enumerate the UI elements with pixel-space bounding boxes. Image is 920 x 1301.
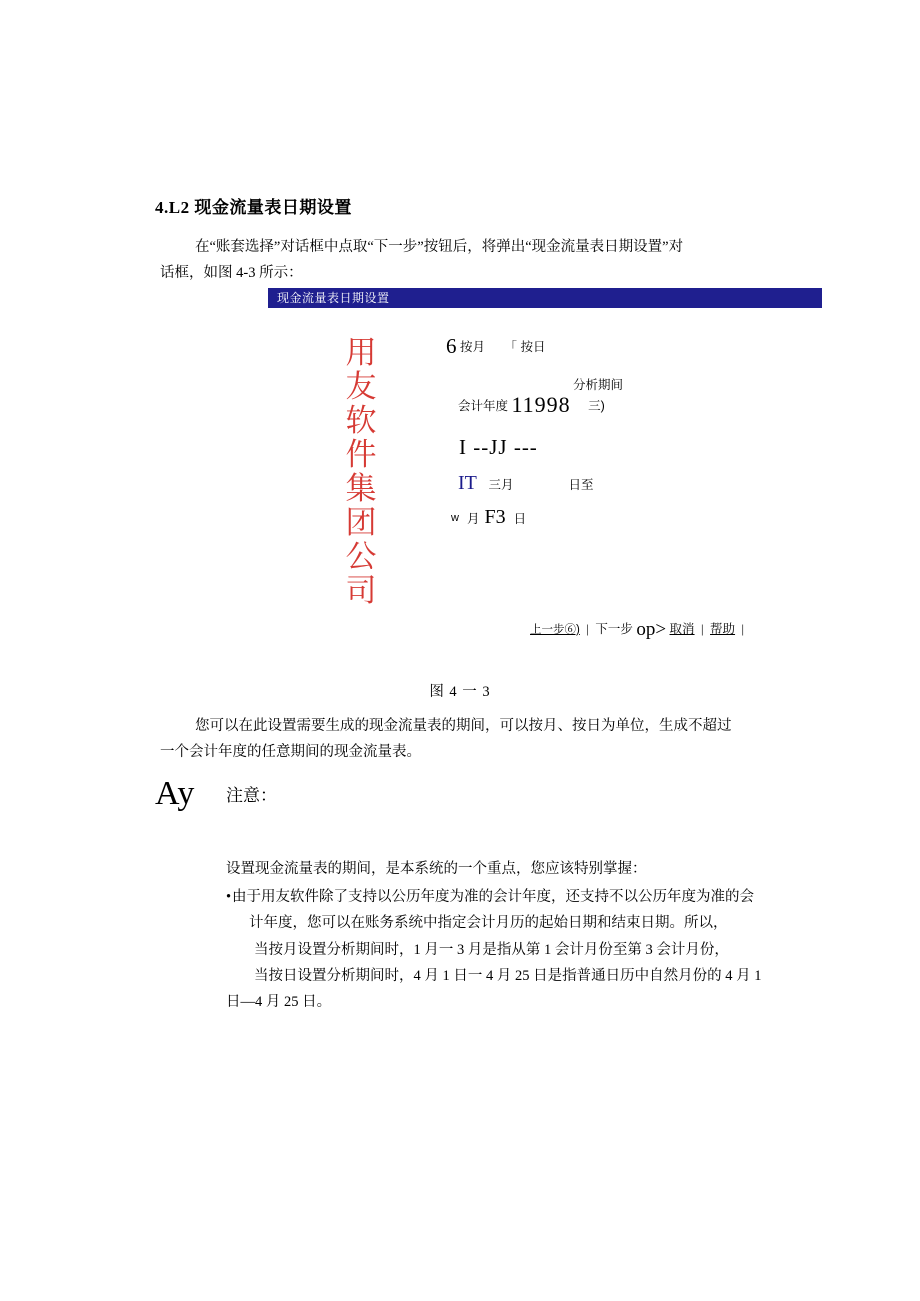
range-to-label: 日至 <box>568 478 594 492</box>
note-mark-glyph: Ay <box>155 775 196 812</box>
radio-by-day-marker[interactable]: 「 <box>504 340 517 354</box>
start-month-unit-label: 三月 <box>488 478 514 492</box>
note-sub-paragraph-2 <box>226 963 824 1015</box>
help-button[interactable]: 帮助 <box>710 622 736 636</box>
radio-selected-marker[interactable]: 6 <box>446 334 457 358</box>
bullet-line-1: 由于用友软件除了支持以公历年度为准的会计年度，还支持不以公历年度为准的会 <box>232 889 754 905</box>
dialog-title-bar: 现金流量表日期设置 <box>268 288 822 308</box>
watermark-text: 用友软件集团公司 <box>345 335 377 608</box>
end-month-unit-label: 月 <box>466 512 480 526</box>
fiscal-year-dropdown-icon[interactable]: 三) <box>588 399 605 413</box>
analysis-period-label: 分析期间 <box>573 378 624 392</box>
end-day-unit-label: 日 <box>513 512 527 526</box>
start-month-input[interactable]: IT <box>458 472 477 494</box>
prev-step-button[interactable]: 上一步⑥) <box>530 624 580 636</box>
fiscal-year-row <box>458 392 605 418</box>
after-line-2: 一个会计年度的任意期间的现金流量表。 <box>160 744 421 760</box>
next-step-button[interactable]: 下一步 <box>595 622 633 636</box>
intro-line-1: 在“账套选择”对话框中点取“下一步”按钮后，将弹出“现金流量表日期设置”对 <box>195 239 684 255</box>
sub2-line-1: 当按日设置分析期间时，4 月 1 日一 4 月 25 日是指普通日历中自然月份的 4 月 1 <box>254 968 762 984</box>
bullet-line-2: 计年度，您可以在账务系统中指定会计月历的起始日期和结束日期。所以， <box>249 915 728 931</box>
button-divider-3: | <box>741 622 745 636</box>
end-month-input[interactable]: w <box>451 512 459 524</box>
note-label: 注意： <box>226 786 277 805</box>
after-figure-paragraph <box>160 713 822 765</box>
start-month-row[interactable] <box>458 472 594 495</box>
note-intro-paragraph: 设置现金流量表的期间，是本系统的一个重点，您应该特别掌握： <box>226 861 647 877</box>
sub2-line-2: 日—4 月 25 日。 <box>226 994 332 1010</box>
after-line-1: 您可以在此设置需要生成的现金流量表的期间，可以按月、按日为单位，生成不超过 <box>195 718 732 734</box>
next-step-arrow-icon[interactable]: op> <box>636 619 667 640</box>
button-divider-2: | <box>701 622 704 636</box>
dialog-button-row[interactable] <box>530 619 747 641</box>
fiscal-year-label: 会计年度 <box>458 399 509 413</box>
end-day-row[interactable] <box>451 506 526 529</box>
radio-by-month-label[interactable]: 按月 <box>459 340 485 354</box>
bullet-dot-icon: • <box>226 889 232 905</box>
separator-row: I --JJ --- <box>459 435 538 459</box>
intro-paragraph <box>160 234 822 286</box>
intro-line-2: 话框，如图 4-3 所示： <box>160 265 303 281</box>
note-sub-paragraph-1: 当按月设置分析期间时，1 月一 3 月是指从第 1 会计月份至第 3 会计月份， <box>254 942 729 958</box>
fiscal-year-input[interactable]: 11998 <box>511 392 571 417</box>
dialog-screenshot <box>268 288 822 652</box>
note-bullet-paragraph <box>232 884 824 936</box>
radio-by-day-label[interactable]: 按日 <box>520 340 546 354</box>
period-unit-radio-group[interactable] <box>446 334 546 359</box>
button-divider-1: | <box>586 622 589 636</box>
end-day-input[interactable]: F3 <box>484 506 506 528</box>
cancel-button[interactable]: 取消 <box>669 622 695 636</box>
section-heading: 4.L2 现金流量表日期设置 <box>155 198 352 217</box>
figure-caption: 图 4 一 3 <box>429 684 491 700</box>
